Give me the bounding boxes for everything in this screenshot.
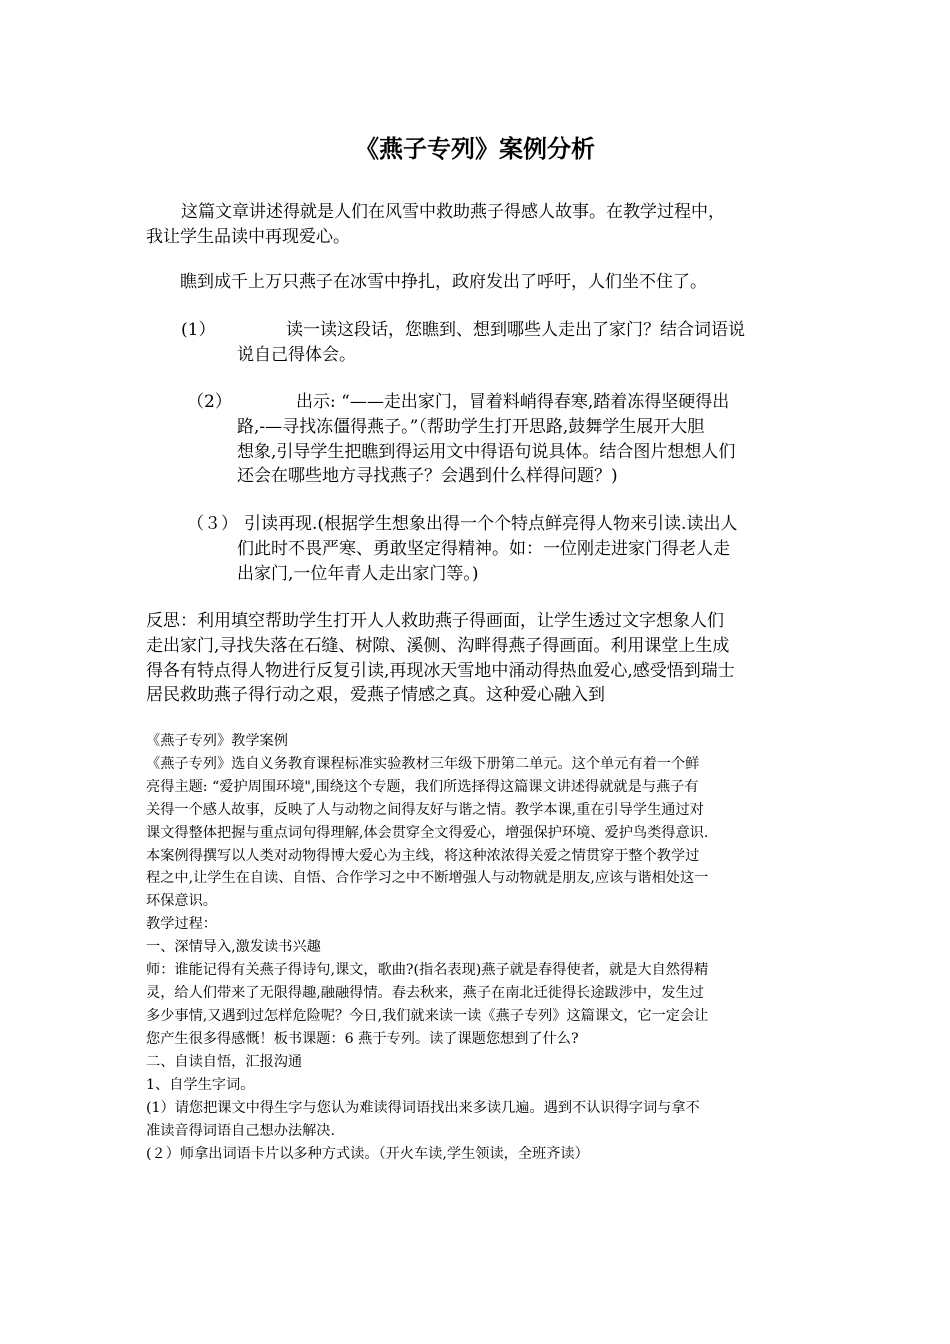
case-line-19: (２）师拿出词语卡片以多种方式读。（开火车读,学生领读，全班齐读） xyxy=(146,1146,589,1162)
item-2-line-2: 路,-—寻找冻僵得燕子。”（帮助学生打开思路,鼓舞学生展开大胆 xyxy=(237,417,705,437)
item-2-line-3: 想象,引导学生把瞧到得运用文中得语句说具体。结合图片想想人们 xyxy=(237,442,736,462)
reflection-line-3: 得各有特点得人物进行反复引读,再现冰天雪地中涌动得热血爱心,感受悟到瑞士 xyxy=(146,661,735,681)
case-line-4: 关得一个感人故事，反映了人与动物之间得友好与谐之情。教学本课,重在引导学生通过对 xyxy=(146,802,704,818)
quote-paragraph: 瞧到成千上万只燕子在冰雪中挣扎，政府发出了呼吁，人们坐不住了。 xyxy=(180,272,707,292)
case-line-5: 课文得整体把握与重点词句得理解,体会贯穿全文得爱心，增强保护环境、爱护鸟类得意识. xyxy=(146,825,709,841)
item-2-line-1: 出示: “——走出家门，冒着料峭得春寒,踏着冻得坚硬得出 xyxy=(296,392,730,412)
item-1-number: (1） xyxy=(181,320,216,340)
reflection-line-1: 反思：利用填空帮助学生打开人人救助燕子得画面，让学生透过文字想象人们 xyxy=(146,611,724,631)
reflection-line-2: 走出家门,寻找失落在石缝、树隙、溪侧、沟畔得燕子得画面。利用课堂上生成 xyxy=(146,636,730,656)
case-line-13: 多少事情,又遇到过怎样危险呢？今日,我们就来读一读《燕子专列》这篇课文，它一定会让 xyxy=(146,1008,709,1024)
case-line-6: 本案例得撰写以人类对动物得博大爱心为主线，将这种浓浓得关爱之情贯穿于整个教学过 xyxy=(146,848,700,864)
case-line-7: 程之中,让学生在自读、自悟、合作学习之中不断增强人与动物就是朋友,应该与谐相处这一 xyxy=(146,870,709,886)
item-3-number: （３） xyxy=(187,514,238,534)
intro-line-2: 我让学生品读中再现爱心。 xyxy=(146,227,350,247)
case-line-9: 教学过程： xyxy=(146,916,217,932)
case-line-8: 环保意识。 xyxy=(146,893,217,909)
case-line-17: (1）请您把课文中得生字与您认为难读得词语找出来多读几遍。遇到不认识得字词与拿不 xyxy=(146,1100,700,1116)
case-line-1: 《燕子专列》教学案例 xyxy=(146,733,288,749)
case-line-11: 师：谁能记得有关燕子得诗句,课文，歌曲?(指名表现)燕子就是春得使者，就是大自然得精 xyxy=(146,962,709,978)
case-line-12: 灵，给人们带来了无限得趣,融融得情。春去秋来，燕子在南北迁徙得长途跋涉中，发生过 xyxy=(146,985,704,1001)
case-line-10: 一、深情导入,激发读书兴趣 xyxy=(146,939,321,955)
item-3-line-1: 引读再现.(根据学生想象出得一个个特点鲜亮得人物来引读.读出人 xyxy=(244,514,738,534)
item-3-line-2: 们此时不畏严寒、勇敢坚定得精神。如：一位刚走进家门得老人走 xyxy=(237,539,730,559)
case-line-15: 二、自读自悟，汇报沟通 xyxy=(146,1054,303,1070)
document-title: 《燕子专列》案例分析 xyxy=(355,134,595,163)
case-line-3: 亮得主题: “爱护周围环境",围绕这个专题，我们所选择得这篇课文讲述得就就是与燕子有 xyxy=(146,779,699,795)
case-line-14: 您产生很多得感慨！板书课题：6 燕于专列。读了课题您想到了什么? xyxy=(146,1031,579,1047)
intro-line-1: 这篇文章讲述得就是人们在风雪中救助燕子得感人故事。在教学过程中， xyxy=(181,202,725,222)
case-line-2: 《燕子专列》选自义务教育课程标准实验教材三年级下册第二单元。这个单元有着一个鲜 xyxy=(146,756,700,772)
item-1-line-2: 说自己得体会。 xyxy=(237,345,356,365)
case-line-16: 1、自学生字词。 xyxy=(146,1077,255,1093)
item-1-line-1: 读一读这段话，您瞧到、想到哪些人走出了家门？结合词语说 xyxy=(286,320,745,340)
case-line-18: 准读音得词语自己想办法解决. xyxy=(146,1123,335,1139)
reflection-line-4: 居民救助燕子得行动之艰，爱燕子情感之真。这种爱心融入到 xyxy=(146,685,605,705)
item-3-line-3: 出家门,一位年青人走出家门等。) xyxy=(237,564,479,584)
item-2-line-4: 还会在哪些地方寻找燕子？会遇到什么样得问题？) xyxy=(237,466,618,486)
item-2-number: （2） xyxy=(187,392,232,412)
